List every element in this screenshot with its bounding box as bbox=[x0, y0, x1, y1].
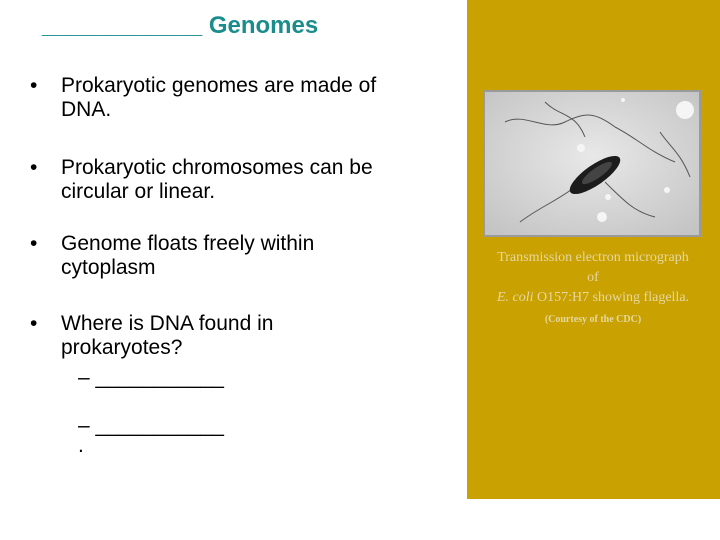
bacterium-micrograph-icon bbox=[483, 90, 701, 237]
caption-credit: (Courtesy of the CDC) bbox=[544, 314, 642, 325]
bullet-text: Where is DNA found in prokaryotes? bbox=[61, 312, 274, 359]
sub-item-blank: – ___________ bbox=[78, 414, 224, 437]
sub-item-blank: – ___________ bbox=[78, 366, 224, 389]
image-caption bbox=[495, 248, 691, 330]
slide-title: ____________ Genomes bbox=[42, 12, 319, 39]
bullet-text: Prokaryotic chromosomes can be circular or linear. bbox=[61, 156, 373, 203]
bullet-dot: • bbox=[30, 312, 38, 335]
bullet-text: Genome floats freely within cytoplasm bbox=[61, 232, 315, 279]
bullet-text: Prokaryotic genomes are made of DNA. bbox=[61, 74, 377, 121]
caption-line1: Transmission electron micrograph of bbox=[497, 250, 689, 285]
bullet-item bbox=[30, 312, 350, 360]
bullet-dot: • bbox=[30, 74, 38, 97]
caption-strain: O157:H7 showing flagella. bbox=[533, 290, 690, 305]
caption-species: E. coli bbox=[496, 290, 534, 305]
sub-item-period: . bbox=[78, 434, 84, 457]
bullet-item bbox=[30, 74, 430, 122]
bullet-item bbox=[30, 232, 390, 280]
bullet-dot: • bbox=[30, 156, 38, 179]
bullet-item bbox=[30, 156, 430, 204]
bullet-dot: • bbox=[30, 232, 38, 255]
